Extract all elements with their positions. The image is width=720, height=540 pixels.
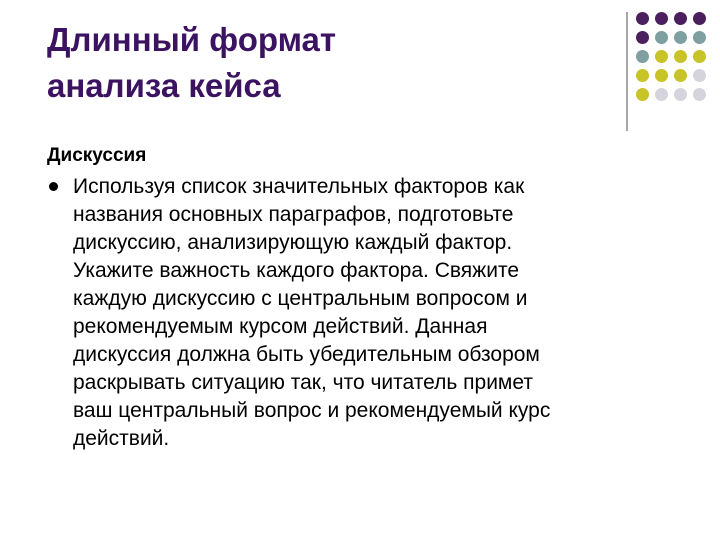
section-heading: Дискуссия	[47, 145, 147, 166]
decorative-dot	[674, 12, 687, 25]
title-line-2: анализа кейса	[47, 67, 281, 104]
body-line-9: ваш центральный вопрос и рекомендуемый курс	[73, 399, 551, 422]
decorative-dot	[655, 12, 668, 25]
decorative-dot	[674, 50, 687, 63]
bullet-item	[47, 173, 687, 453]
decorative-dot	[636, 88, 649, 101]
decorative-dot	[693, 31, 706, 44]
bullet-icon	[49, 182, 58, 191]
decorative-dot	[655, 50, 668, 63]
body-line-5: каждую дискуссию с центральным вопросом и	[73, 287, 528, 310]
body-line-4: Укажите важность каждого фактора. Свяжите	[73, 259, 520, 282]
decorative-dot	[674, 31, 687, 44]
body-line-10: действий.	[73, 427, 170, 450]
decorative-dot	[636, 12, 649, 25]
decorative-dot	[655, 88, 668, 101]
decorative-dot	[693, 50, 706, 63]
title-line-1: Длинный формат	[47, 21, 337, 58]
body-line-3: дискуссию, анализирующую каждый фактор.	[73, 231, 513, 254]
decorative-dot	[636, 31, 649, 44]
slide-content	[47, 143, 687, 453]
body-line-8: раскрывать ситуацию так, что читатель примет	[73, 371, 533, 394]
vertical-divider	[626, 12, 628, 131]
decorative-dot-grid	[636, 12, 716, 112]
decorative-dot	[674, 88, 687, 101]
decorative-dot	[636, 50, 649, 63]
decorative-dot	[636, 69, 649, 82]
decorative-dot	[693, 88, 706, 101]
decorative-dot	[693, 12, 706, 25]
body-line-1: Используя список значительных факторов как	[73, 175, 525, 198]
slide-title	[47, 17, 587, 109]
decorative-dot	[655, 31, 668, 44]
body-line-2: названия основных параграфов, подготовьте	[73, 203, 514, 226]
decorative-dot	[674, 69, 687, 82]
decorative-dot	[655, 69, 668, 82]
body-line-6: рекомендуемым курсом действий. Данная	[73, 315, 488, 338]
body-line-7: дискуссия должна быть убедительным обзором	[73, 343, 540, 366]
decorative-dot	[693, 69, 706, 82]
